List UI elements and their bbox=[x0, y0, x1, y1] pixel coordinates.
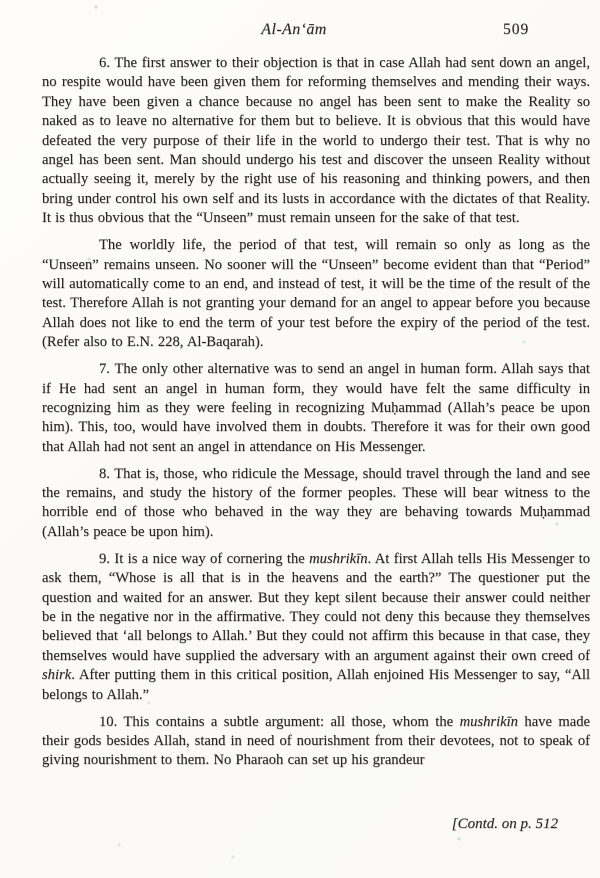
continuation-note: [Contd. on p. 512 bbox=[451, 816, 558, 832]
italic-term: shirk bbox=[42, 667, 72, 684]
text-run: have made their gods besides Allah, stand in need of nourishment from their devotees, not to speak of giving nourishment to them. No Pharaoh can set up his grandeur bbox=[42, 713, 590, 769]
paragraph bbox=[42, 236, 590, 352]
text-run: . At first Allah tells His Messenger to ask them, “Whose is all that is in the heavens and the earth?” The questioner put the question and waited for an answer. But they kept silent because their answer could neither be in the negative nor in the affirmative. They could not deny this because they themselves believed that ‘all belongs to Allah.’ But they could not affirm this because in that case, they themselves would have supplied the adversary with an argument against their own creed of bbox=[42, 550, 590, 664]
paragraph bbox=[42, 465, 590, 543]
page-number: 509 bbox=[503, 21, 530, 38]
text-run: 8. That is, those, who ridicule the Message, should travel through the land and see the remains, and study the history of the former peoples. These will bear witness to the horrible end of those who behaved in the way they are behaving towards Muḥammad (Allah’s peace be upon him). bbox=[42, 465, 590, 540]
text-run: 9. It is a nice way of cornering the bbox=[99, 550, 310, 567]
italic-term: mushrikīn bbox=[459, 713, 518, 730]
italic-term: mushrikīn bbox=[309, 550, 368, 567]
paragraph bbox=[42, 54, 590, 229]
text-run: The worldly life, the period of that test, will remain so only as long as the “Unseen” remains unseen. No sooner will the “Unseen” become evident than that “Period” will automatically come to an end, and instead of test, it will be the time of the result of the test. Therefore Allah is not granting your demand for an angel to appear before you because Allah does not like to end the term of your test before the expiry of the period of the test. (Refer also to E.N. 228, Al-Baqarah). bbox=[42, 237, 590, 351]
page-body bbox=[42, 54, 590, 778]
paragraph bbox=[42, 550, 590, 705]
paragraph bbox=[42, 713, 590, 771]
text-run: 7. The only other alternative was to send an angel in human form. Allah says that if He had sent an angel in human form, they would have felt the same difficulty in recognizing him as they were feeling in recognizing Muḥammad (Allah’s peace be upon him). This, too, would have involved them in doubts. Therefore it was for their own good that Allah had not sent an angel in attendance on His Messenger. bbox=[42, 361, 590, 455]
text-run: . After putting them in this critical position, Allah enjoined His Messenger to say, “All belongs to Allah.” bbox=[42, 667, 590, 703]
scan-speck-artifacts bbox=[0, 0, 2, 2]
text-run: 10. This contains a subtle argument: all those, whom the bbox=[99, 713, 460, 730]
text-run: 6. The first answer to their objection is that in case Allah had sent down an angel, no respite would have been given them for reforming themselves and mending their ways. They have been given a chance because no angel has been sent to make the Reality so naked as to leave no alternative for them but to believe. It is obvious that this would have defeated the very purpose of their life in the world to undergo their test. That is why no angel has been sent. Man should undergo his test and discover the unseen Reality without actually seeing it, merely by the right use of his reasoning and thinking powers, and then bring under control his own self and its lusts in accordance with the dictates of that Reality. It is thus obvious that the “Unseen” must remain unseen for the sake of that test. bbox=[42, 55, 590, 227]
paragraph bbox=[42, 360, 590, 457]
running-title: Al-An‘ām bbox=[261, 21, 327, 38]
